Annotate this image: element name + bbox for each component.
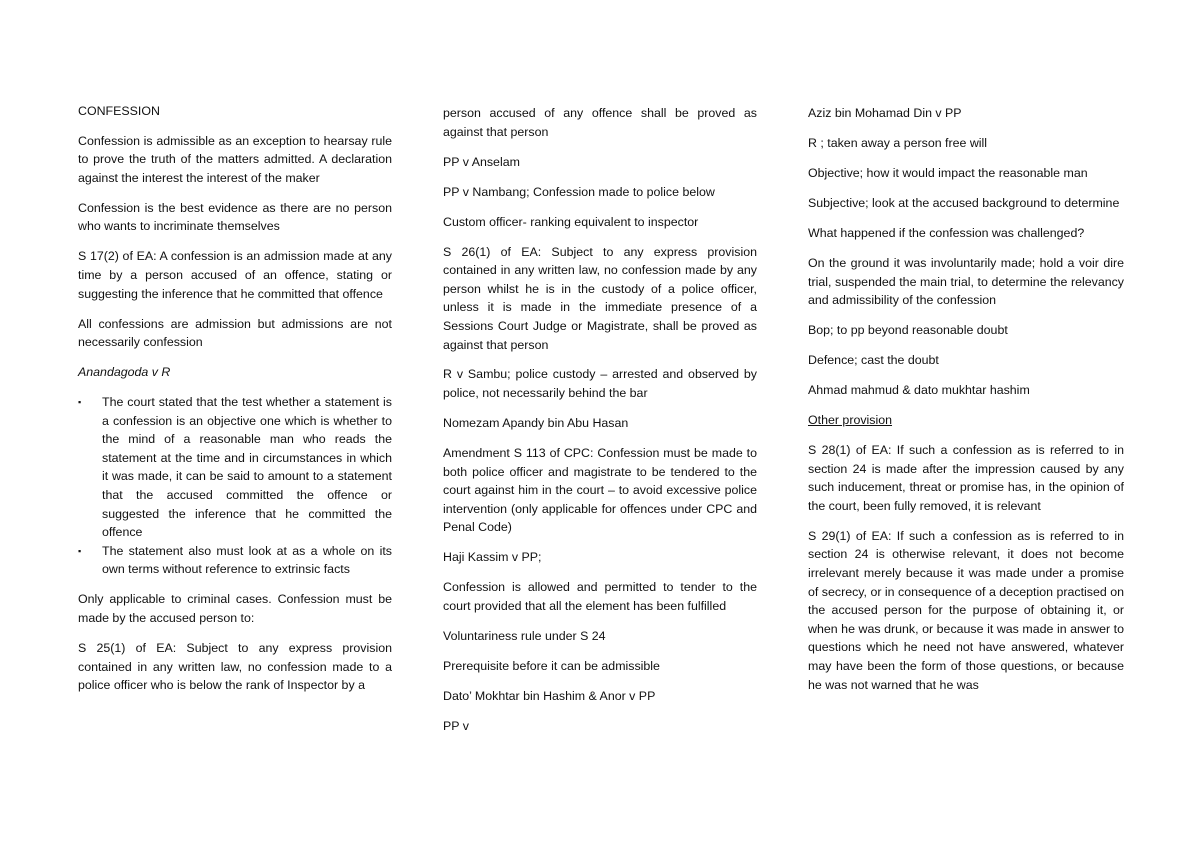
column-3: [808, 104, 1124, 706]
case-title: Haji Kassim v PP;: [443, 550, 542, 565]
column-2: [443, 104, 757, 747]
case-title: PP v: [443, 718, 469, 733]
paragraph: S 25(1) of EA: Subject to any express provision contained in any written law, no confession made to a police officer who is below the rank of Inspector by a: [78, 640, 392, 693]
paragraph: Objective; how it would impact the reasonable man: [808, 165, 1088, 180]
document-title: CONFESSION: [78, 104, 160, 118]
paragraph: Confession is the best evidence as there are no person who wants to incriminate themselves: [78, 200, 392, 234]
column-1: [78, 102, 392, 706]
paragraph: S 26(1) of EA: Subject to any express provision contained in any written law, no confession made by any person whilst he is in the custody of a police officer, unless it is made in the immediate presence of a Sessions Court Judge or Magistrate, shall be proved as against that person: [443, 244, 757, 352]
bullet-list: [78, 393, 392, 579]
case-title: Dato’ Mokhtar bin Hashim & Anor v PP: [443, 688, 656, 703]
paragraph: Bop; to pp beyond reasonable doubt: [808, 323, 1008, 338]
paragraph: S 29(1) of EA: If such a confession as is referred to in section 24 is otherwise relevant, it does not become irrelevant merely because it was made under a promise of secrecy, or in consequence of a deception practised on the accused person for the purpose of obtaining it, or when he was drunk, or because it was made in answer to questions which he need not have answered, whatever may have been the form of those questions, or because he was not warned that he was: [808, 528, 1124, 692]
paragraph: Defence; cast the doubt: [808, 353, 939, 368]
paragraph: R ; taken away a person free will: [808, 135, 988, 150]
paragraph: person accused of any offence shall be proved as against that person: [443, 106, 757, 139]
paragraph: R v Sambu; police custody – arrested and observed by police, not necessarily behind the bar: [443, 367, 757, 401]
case-title: Anandagoda v R: [78, 365, 171, 380]
list-item: [78, 542, 392, 579]
paragraph: Prerequisite before it can be admissible: [443, 658, 660, 673]
paragraph: PP v Nambang; Confession made to police below: [443, 184, 715, 199]
paragraph: Voluntariness rule under S 24: [443, 628, 606, 643]
list-item-text: The statement also must look at as a whole on its own terms without reference to extrinsic facts: [102, 543, 392, 577]
paragraph: Custom officer- ranking equivalent to inspector: [443, 214, 699, 229]
case-title: Ahmad mahmud & dato mukhtar hashim: [808, 383, 1030, 398]
section-heading: Other provision: [808, 413, 893, 428]
paragraph: What happened if the confession was challenged?: [808, 225, 1085, 240]
paragraph: S 17(2) of EA: A confession is an admission made at any time by a person accused of an offence, stating or suggesting the inference that he committed that offence: [78, 249, 392, 301]
paragraph: Only applicable to criminal cases. Confession must be made by the accused person to:: [78, 592, 392, 625]
paragraph: On the ground it was involuntarily made; hold a voir dire trial, suspended the main trial, to determine the relevancy and admissibility of the confession: [808, 255, 1124, 308]
paragraph: Amendment S 113 of CPC: Confession must be made to both police officer and magistrate to be tendered to the court against him in the court – to avoid excessive police intervention (only applicable for offences under CPC and Penal Code): [443, 446, 757, 535]
paragraph: Subjective; look at the accused background to determine: [808, 195, 1120, 210]
paragraph: Confession is allowed and permitted to tender to the court provided that all the element has been fulfilled: [443, 580, 757, 613]
bullet-icon: ▪: [78, 397, 82, 408]
paragraph: Confession is admissible as an exception to hearsay rule to prove the truth of the matters admitted. A declaration against the interest the interest of the maker: [78, 133, 392, 185]
case-title: Aziz bin Mohamad Din v PP: [808, 106, 962, 120]
case-title: PP v Anselam: [443, 154, 520, 169]
paragraph: S 28(1) of EA: If such a confession as is referred to in section 24 is made after the impression caused by any such inducement, threat or promise has, in the opinion of the court, been fully removed, it is relevant: [808, 443, 1124, 513]
paragraph: All confessions are admission but admissions are not necessarily confession: [78, 316, 392, 350]
case-title: Nomezam Apandy bin Abu Hasan: [443, 416, 629, 431]
bullet-icon: ▪: [78, 545, 82, 556]
list-item: [78, 393, 392, 542]
list-item-text: The court stated that the test whether a statement is a confession is an objective one which is whether to the mind of a reasonable man who reads the statement at the time and in circumstances in which it was made, it can be said to amount to a statement that the accused committed the offence or suggested the inference that he committed the offence: [102, 395, 392, 540]
